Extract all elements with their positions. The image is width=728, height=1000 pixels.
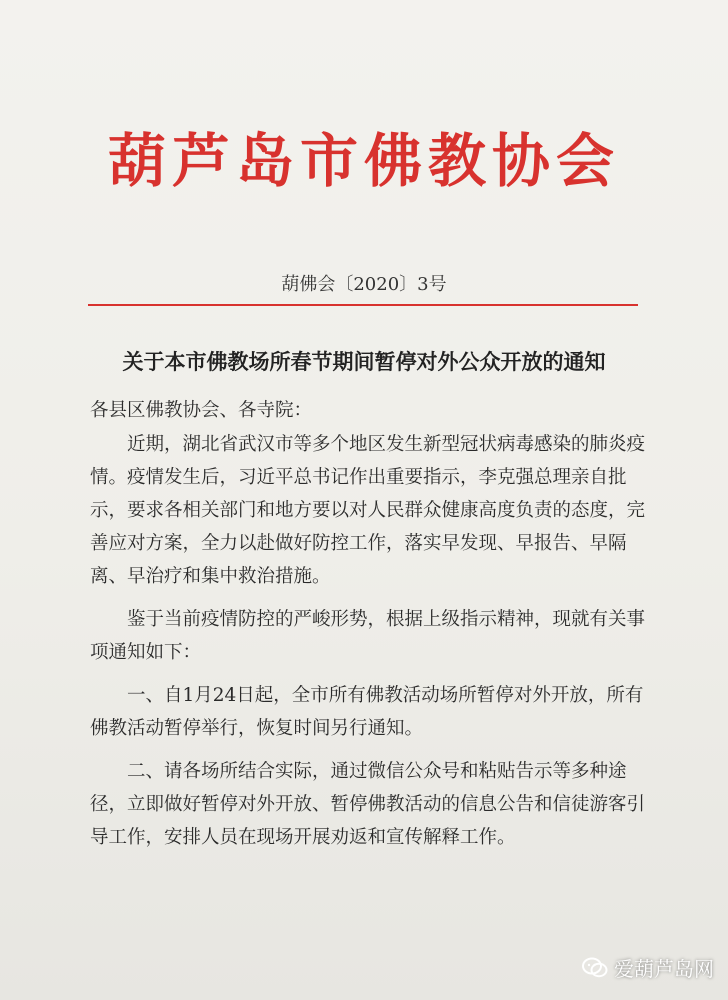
organization-title: 葫芦岛市佛教协会 (107, 127, 620, 195)
notice-paragraph: 近期，湖北省武汉市等多个地区发生新型冠状病毒感染的肺炎疫情。疫情发生后，习近平总书记作出重要指示，李克强总理亲自批示，要求各相关部门和地方要以对人民群众健康高度负责的态度，完善应对方案，全力以赴做好防控工作，落实早发现、早报告、早隔离、早治疗和集中救治措施。 (90, 434, 646, 587)
notice-paragraph: 二、请各场所结合实际，通过微信公众号和粘贴告示等多种途径，立即做好暂停对外开放、暂停佛教活动的信息公告和信徒游客引导工作，安排人员在现场开展劝返和宣传解释工作。 (90, 761, 646, 848)
red-divider (88, 304, 638, 306)
notice-paragraph: 一、自1月24日起，全市所有佛教活动场所暂停对外开放，所有佛教活动暂停举行，恢复时间另行通知。 (90, 685, 644, 739)
notice-paragraph: 鉴于当前疫情防控的严峻形势，根据上级指示精神，现就有关事项通知如下： (90, 609, 646, 663)
watermark-text: 爱葫芦岛网 (614, 957, 714, 981)
notice-body (90, 394, 650, 854)
notice-title: 关于本市佛教场所春节期间暂停对外公众开放的通知 (122, 349, 606, 374)
watermark (582, 953, 714, 982)
notice-addressee: 各县区佛教协会、各寺院： (90, 400, 313, 421)
document-number: 葫佛会〔2020〕3号 (281, 274, 447, 295)
wechat-icon (582, 957, 608, 979)
